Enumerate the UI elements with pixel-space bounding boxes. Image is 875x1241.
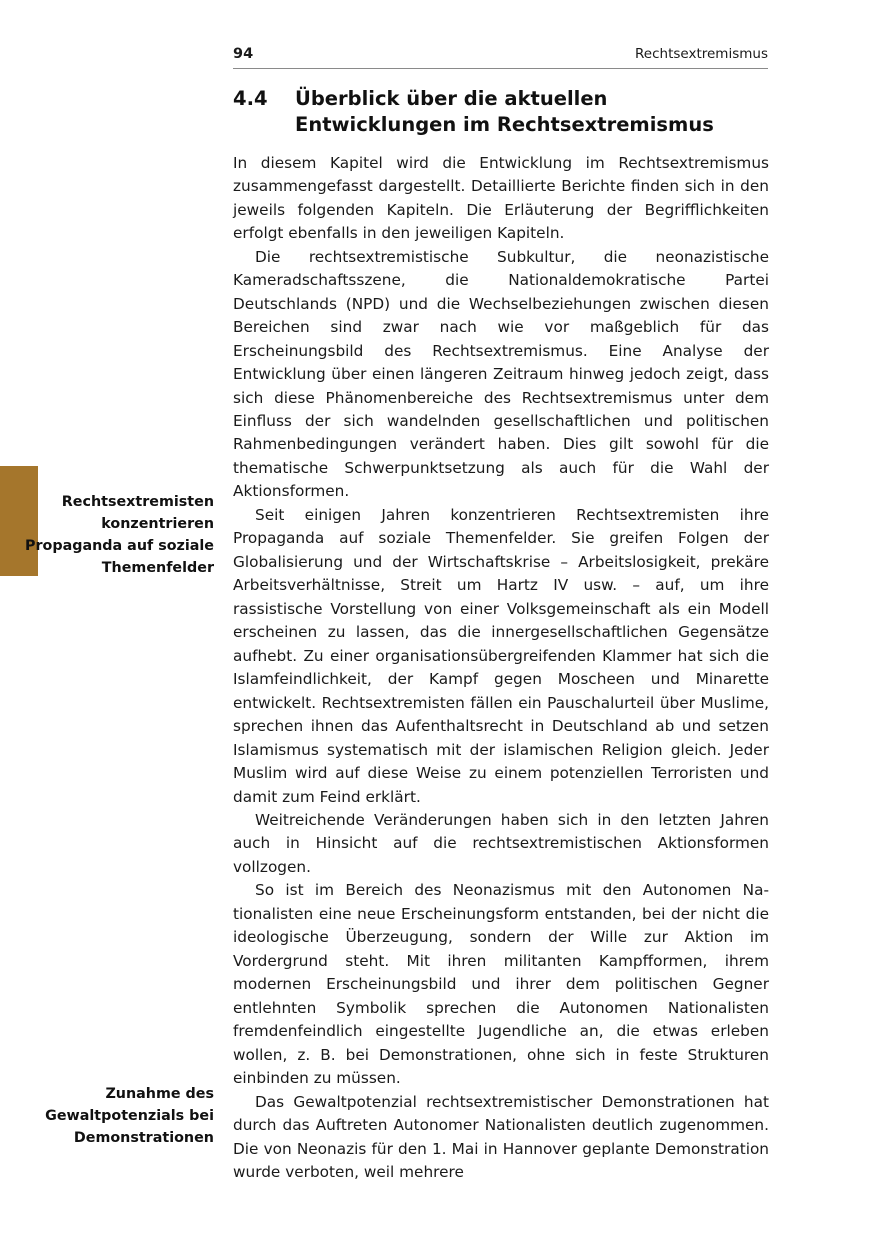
section-title-text: Überblick über die aktuellen Entwicklungen im Rechtsextremismus bbox=[295, 87, 714, 136]
paragraph: So ist im Bereich des Neonazismus mit den Autonomen Nationalisten eine neue Erscheinungsform entstanden, bei der nicht die ideologische Überzeugung, sondern der Wille zur Aktion im Vordergrund steht. Mit ihren militanten Kampfformen, ihrem modernen Erscheinungsbild und ihrer dem politischen Gegner entlehnten Symbolik sprechen die Autonomen Nationalisten fremdenfeindlich eingestellte Jugendliche an, die etwas erleben wollen, z. B. bei Demonstrationen, ohne sich in feste Strukturen einbinden zu müssen. bbox=[233, 881, 769, 1088]
paragraph: In diesem Kapitel wird die Entwicklung im Rechtsextremismus zusammengefasst dargestellt. Detaillierte Berichte finden sich in den jeweils folgenden Kapiteln. Die Erläuterung der Begrifflichkeiten erfolgt ebenfalls in den jeweiligen Kapiteln. bbox=[233, 153, 769, 243]
main-text-column bbox=[233, 86, 769, 1184]
paragraph: Weitreichende Veränderungen haben sich in den letzten Jahren auch in Hinsicht auf die rechtsextremistischen Aktionsformen vollzogen. bbox=[233, 810, 769, 876]
paragraph: Das Gewaltpotenzial rechtsextremistischer Demonstrationen hat durch das Auftreten Autonomer Nationalisten deutlich zugenommen. Die von Neonazis für den 1. Mai in Hannover geplante Demonstration wurde verboten, weil mehrere bbox=[233, 1092, 769, 1181]
page-number: 94 bbox=[233, 46, 254, 62]
paragraph: Seit einigen Jahren konzentrieren Rechtsextremisten ihre Propaganda auf soziale Themenfelder. Sie greifen Folgen der Globalisierung und der Wirtschaftskrise – Arbeitslosigkeit, prekäre Arbeitsverhältnisse, Streit um Hartz IV usw. – auf, um ihre rassistische Vorstellung von einer Volksgemeinschaft als ein Modell erscheinen zu lassen, das die innergesellschaftlichen Gegensätze aufhebt. Zu einer organisationsübergreifenden Klammer hat sich die Islamfeindlichkeit, der Kampf gegen Moscheen und Minarette entwickelt. Rechtsextremisten fällen ein Pauschalurteil über Muslime, sprechen ihnen das Aufenthaltsrecht in Deutschland ab und setzen Islamismus systematisch mit der islamischen Religion gleich. Jeder Muslim wird auf diese Weise zu einem potenziellen Terroristen und damit zum Feind erklärt. bbox=[233, 505, 769, 806]
section-heading bbox=[233, 86, 769, 138]
section-number: 4.4 bbox=[233, 87, 268, 110]
margin-note: Zunahme des Gewaltpotenzials bei Demonstrationen bbox=[45, 1086, 214, 1147]
paragraph: Die rechtsextremistische Subkultur, die neonazistische Kameradschaftsszene, die Nationaldemokratische Partei Deutschlands (NPD) und die Wechselbeziehungen zwischen diesen Bereichen sind zwar nach wie vor maßgeblich für das Erscheinungsbild des Rechtsextremismus. Eine Analyse der Entwicklung über einen längeren Zeitraum hinweg jedoch zeigt, dass sich diese Phänomenbereiche des Rechtsextremismus unter dem Einfluss der sich wandelnden gesellschaftlichen und politischen Rahmenbedingungen verändert haben. Dies gilt sowohl für die thematische Schwerpunktsetzung als auch für die Wahl der Aktionsformen. bbox=[233, 247, 769, 501]
page-header bbox=[233, 46, 768, 69]
running-head-title: Rechtsextremismus bbox=[635, 46, 768, 62]
margin-note: Rechtsextremisten konzentrieren Propaganda auf soziale Themenfelder bbox=[25, 494, 214, 577]
